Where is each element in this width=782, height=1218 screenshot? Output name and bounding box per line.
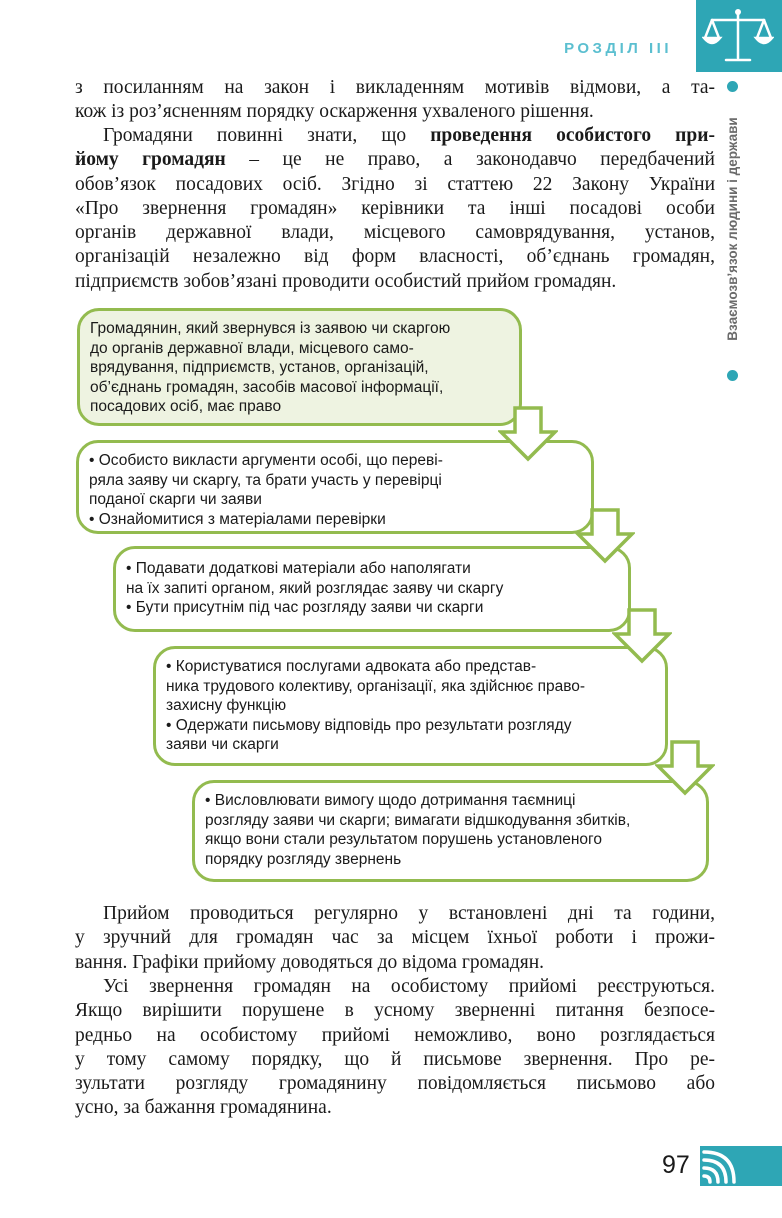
diagram-box-right-2 [113,546,631,632]
box-line: на їх запиті органом, який розглядає заяву чи скаргу [126,579,504,597]
bullet-dot-bottom [727,370,738,381]
paragraph-1 [75,76,715,125]
text-line: з посиланням на закон і викладенням мотивів відмови, а та- [75,77,715,98]
down-arrow-icon [655,740,715,796]
text-line: у тому самому порядку, що й письмове звернення. Про ре- [75,1048,715,1070]
text-line: кож із роз’ясненням порядку оскарження ухваленого рішення. [75,101,594,123]
box-line: • Ознайомитися з матеріалами перевірки [89,510,386,528]
box-line: заяви чи скарги [166,736,279,753]
text-line: вання. Графіки прийому доводяться до відома громадян. [75,951,545,973]
box-line: врядування, підприємств, установ, організацій, [90,359,429,376]
box-line: ника трудового колективу, організації, яка здійснює право- [166,677,586,695]
diagram-box-right-4 [192,780,709,882]
text-line: усно, за бажання громадянина. [75,1097,332,1119]
text-line: підприємств зобов’язані проводити особистий прийом громадян. [75,270,617,292]
box-line: • Бути присутнім під час розгляду заяви чи скарги [126,599,484,616]
box-line: розгляду заяви чи скарги; вимагати відшкодування збитків, [205,811,631,829]
box-line: об’єднань громадян, засобів масової інформації, [90,378,444,396]
box-line: посадових осіб, має право [90,398,282,415]
side-chapter-title [722,88,744,373]
box-line: поданої скарги чи заяви [89,491,262,508]
page-number: 97 [662,1151,690,1179]
section-label: РОЗДІЛ III [564,40,672,57]
box-line: якщо вони стали результатом порушень установленого [205,831,602,848]
box-line: • Висловлювати вимогу щодо дотримання таємниці [205,792,576,809]
down-arrow-icon [575,508,635,564]
side-chapter-text: Взаємозв’язок людини і держави [725,117,740,341]
paragraph-4 [75,975,715,1121]
text-line: обов’язок посадових осіб. Згідно зі статтею 22 Закону України [75,173,715,195]
text-line: у зручний для громадян час за місцем їхньої роботи і прожи- [75,927,715,949]
text-run: – це не право, а законодавчо передбачений [225,149,715,171]
box-line: до органів державної влади, місцевого само- [90,339,414,357]
text-line: органів державної влади, місцевого самоврядування, установ, [75,222,715,244]
text-line: Прийом проводиться регулярно у встановлені дні та години, [103,903,715,924]
box-line: порядку розгляду звернень [205,850,402,868]
wifi-waves-icon [700,1146,782,1186]
paragraph-2 [75,124,715,294]
text-line: зультати розгляду громадянину повідомляється письмово або [75,1073,715,1095]
text-line [75,124,715,148]
box-line: • Користуватися послугами адвоката або представ- [166,658,537,675]
text-line: Усі звернення громадян на особистому прийомі реєструються. [103,976,715,997]
text-line: організацій незалежно від форм власності, об’єднань громадян, [75,246,715,268]
diagram-box-right-3 [153,646,668,766]
box-line: Громадянин, який звернувся із заявою чи скаргою [90,320,451,337]
text-line: Якщо вирішити порушене в усному зверненні питання безпосе- [75,1000,715,1022]
text-run: Громадяни повинні знати, що [103,125,431,146]
diagram-box-rights-intro [77,308,522,426]
bold-term: йому громадян [75,149,226,171]
bold-term: проведення особистого при- [430,125,715,146]
paragraph-3 [75,902,715,975]
box-line: • Одержати письмову відповідь про результати розгляду [166,716,572,734]
bullet-dot-top [727,81,738,92]
header-tab [696,0,782,72]
box-line: • Особисто викласти аргументи особі, що переві- [89,452,443,469]
box-line: • Подавати додаткові матеріали або наполягати [126,560,471,577]
box-line: захисну функцію [166,697,287,714]
down-arrow-icon [612,608,672,664]
text-line: «Про звернення громадян» керівники та інші посадові особи [75,197,715,219]
down-arrow-icon [498,406,558,462]
box-line: ряла заяву чи скаргу, та брати участь у перевірці [89,471,442,489]
text-line [75,148,715,172]
scales-of-justice-icon [702,6,774,68]
text-line: редньо на особистому прийомі неможливо, воно розглядається [75,1024,715,1046]
